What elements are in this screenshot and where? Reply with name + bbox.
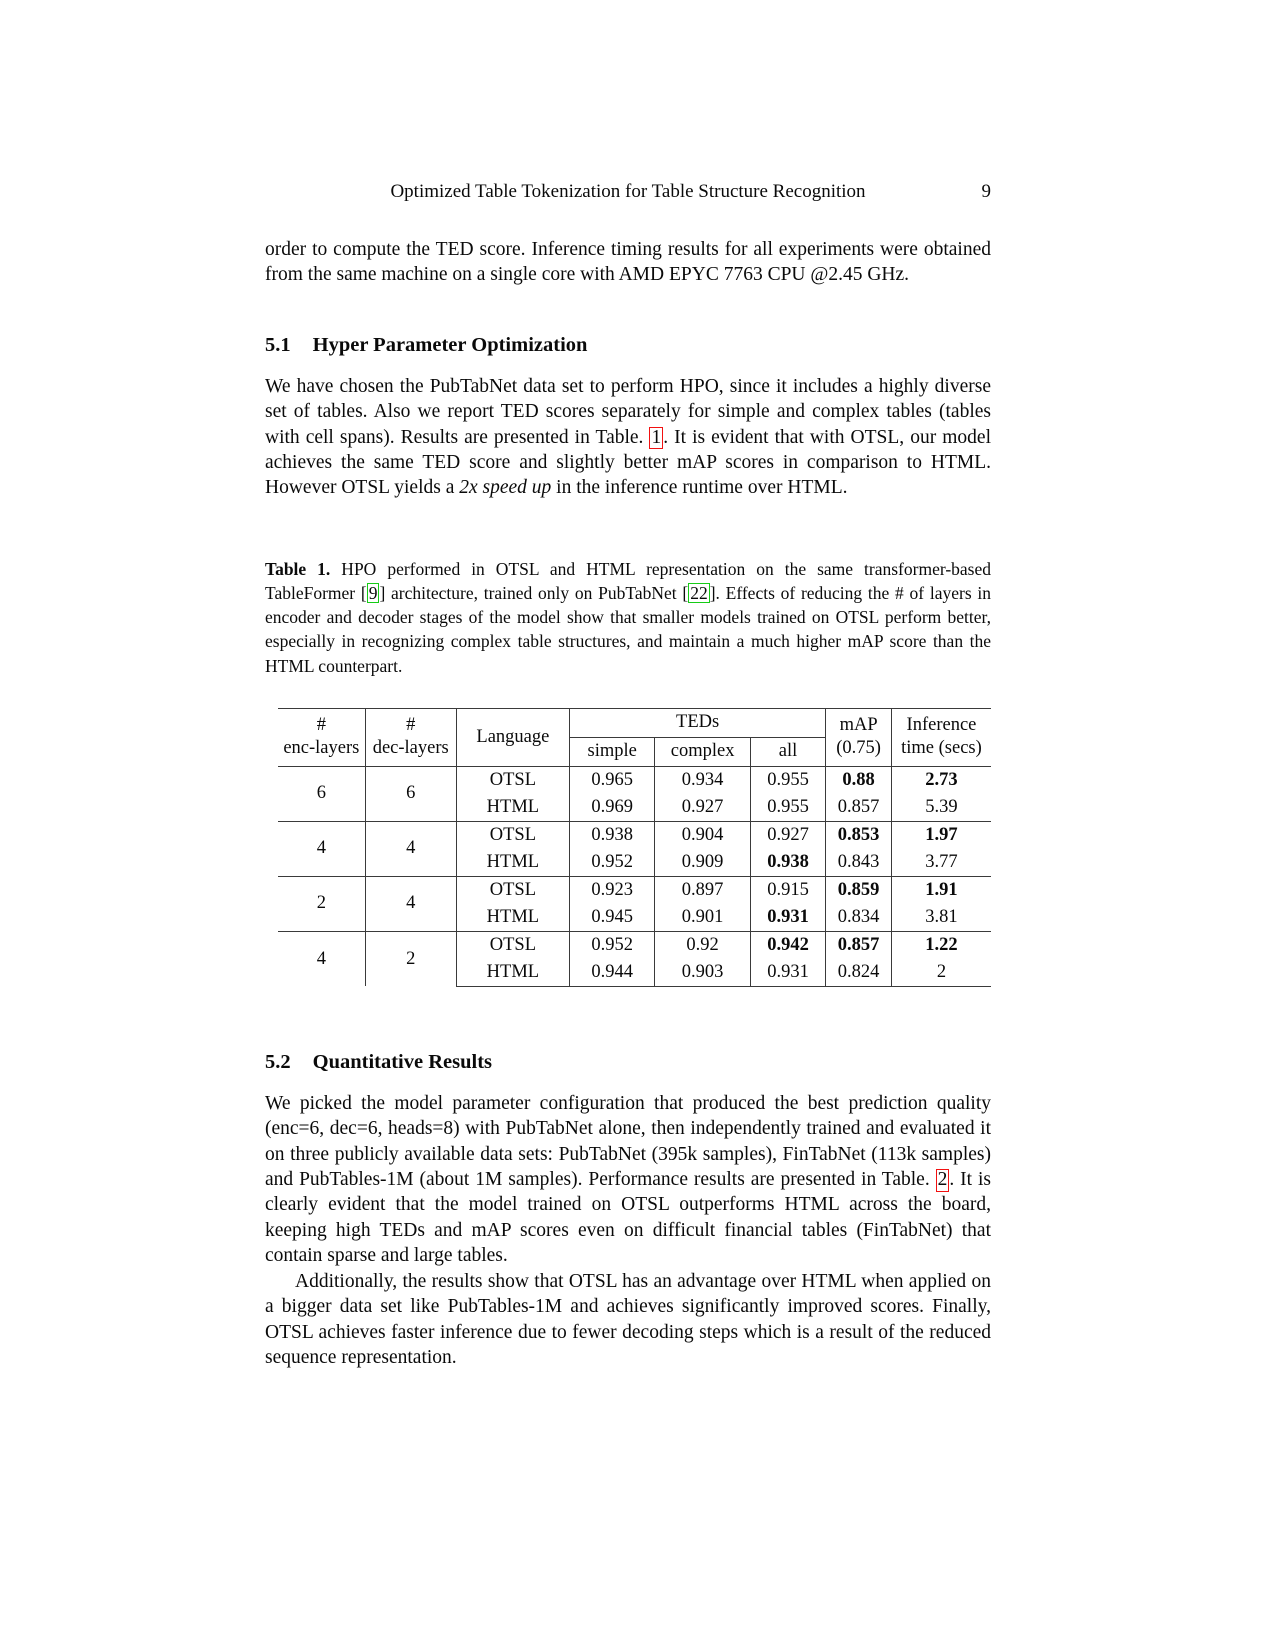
table-cell: 1.91 (891, 876, 991, 904)
cell-dec-layers: 4 (365, 876, 456, 931)
section-5-1-title: Hyper Parameter Optimization (312, 333, 588, 356)
table-row (278, 876, 991, 904)
running-head-title: Optimized Table Tokenization for Table Structure Recognition (390, 181, 866, 202)
cell-enc-layers: 4 (278, 821, 365, 876)
col-header-map-label: mAP (839, 715, 878, 736)
section-5-1-number: 5.1 (265, 333, 291, 356)
cell-language: HTML (456, 904, 569, 932)
table-cell: 0.965 (570, 766, 655, 794)
table-cell: 0.945 (570, 904, 655, 932)
table-cell: 0.915 (750, 876, 825, 904)
table-cell: 0.927 (750, 821, 825, 849)
col-header-enc-label: enc-layers (283, 738, 360, 759)
section-5-1-paragraph (265, 374, 991, 501)
table-1 (278, 708, 991, 987)
cell-language: HTML (456, 959, 569, 987)
table-cell: 0.938 (750, 849, 825, 877)
table-cell: 0.897 (655, 876, 750, 904)
table-cell: 0.955 (750, 766, 825, 794)
table-cell: 0.927 (655, 794, 750, 822)
text-run: . It is clearly evident that the model trained on OTSL outperforms HTML across the board, keeping high TEDs and mAP scores even on difficult financial tables (FinTabNet) that contain sparse and large tables. (265, 1169, 991, 1267)
text-run: in the inference runtime over HTML. (551, 477, 848, 499)
col-header-enc-layers (278, 708, 365, 766)
table-cell: 1.22 (891, 931, 991, 959)
table-row (278, 766, 991, 794)
cell-language: OTSL (456, 766, 569, 794)
table-cell: 0.857 (826, 794, 892, 822)
section-5-2-title: Quantitative Results (312, 1050, 492, 1073)
section-5-2-paragraph-1 (265, 1091, 991, 1269)
table-cell: 0.904 (655, 821, 750, 849)
table-cell: 0.909 (655, 849, 750, 877)
table-cell: 0.853 (826, 821, 892, 849)
table-row (278, 821, 991, 849)
col-header-dec-hash: # (406, 715, 416, 736)
intro-paragraph (265, 237, 991, 288)
cell-enc-layers: 4 (278, 931, 365, 986)
table-cell: 2.73 (891, 766, 991, 794)
table-1-body (278, 766, 991, 986)
table-cell: 0.952 (570, 849, 655, 877)
col-header-language: Language (456, 708, 569, 766)
text-run: 2x speed up (459, 477, 552, 499)
cell-language: OTSL (456, 821, 569, 849)
col-header-inference-label: Inference (906, 715, 977, 736)
text-run: ]. Effects of reducing the # of layers in encoder and decoder stages of the model show that smaller models trained on OTSL perform better, especially in recognizing complex table structures, and maintain a much higher mAP score than the HTML counterpart. (265, 583, 991, 676)
col-header-complex: complex (655, 737, 750, 766)
cell-enc-layers: 2 (278, 876, 365, 931)
table-cell: 0.834 (826, 904, 892, 932)
col-header-map-threshold: (0.75) (836, 738, 881, 759)
table-cell: 0.857 (826, 931, 892, 959)
section-5-2-paragraph-2 (265, 1269, 991, 1371)
table-1-ref-link[interactable]: 1 (651, 426, 662, 448)
running-head (265, 181, 991, 203)
table-cell: 3.81 (891, 904, 991, 932)
cell-language: OTSL (456, 931, 569, 959)
table-cell: 0.843 (826, 849, 892, 877)
table-cell: 0.942 (750, 931, 825, 959)
col-header-enc-hash: # (316, 715, 326, 736)
text-run: HPO performed in OTSL and HTML representation on the same transformer-based TableFormer [ (265, 558, 991, 604)
section-5-1-heading (265, 334, 991, 357)
table-cell: 0.969 (570, 794, 655, 822)
col-header-map (826, 708, 892, 766)
text-run: Table 1. (265, 558, 331, 579)
cell-language: HTML (456, 849, 569, 877)
col-header-dec-layers (365, 708, 456, 766)
cell-enc-layers: 6 (278, 766, 365, 821)
citation-22-link[interactable]: 22 (690, 583, 708, 604)
cell-language: HTML (456, 794, 569, 822)
page-number: 9 (981, 181, 991, 202)
cell-language: OTSL (456, 876, 569, 904)
section-5-2-heading (265, 1051, 991, 1074)
text-run: We picked the model parameter configuration that produced the best prediction quality (enc=6, dec=6, heads=8) with PubTabNet alone, then independently trained and evaluated it on three publicly available data sets: PubTabNet (395k samples), FinTabNet (113k samples) and PubTables-1M (about 1M samples). Performance results are presented in Table. (265, 1092, 991, 1191)
section-5-2-number: 5.2 (265, 1050, 291, 1073)
text-run: ] architecture, trained only on PubTabNet [ (379, 583, 689, 604)
table-cell: 1.97 (891, 821, 991, 849)
col-header-teds: TEDs (570, 708, 826, 737)
citation-9-link[interactable]: 9 (368, 583, 378, 604)
table-1-caption (265, 557, 991, 678)
table-header-row (278, 708, 991, 737)
table-1-header (278, 708, 991, 766)
table-cell: 0.931 (750, 959, 825, 987)
table-cell: 5.39 (891, 794, 991, 822)
table-cell: 3.77 (891, 849, 991, 877)
table-row (278, 931, 991, 959)
table-cell: 0.952 (570, 931, 655, 959)
col-header-dec-label: dec-layers (372, 738, 449, 759)
table-cell: 0.88 (826, 766, 892, 794)
text-run: We have chosen the PubTabNet data set to perform HPO, since it includes a highly diverse set of tables. Also we report TED scores separately for simple and complex tables (tables with cell spans). Results are presented in Table. (265, 375, 991, 448)
cell-dec-layers: 4 (365, 821, 456, 876)
table-2-ref-link[interactable]: 2 (937, 1169, 948, 1191)
table-cell: 0.901 (655, 904, 750, 932)
table-cell: 0.955 (750, 794, 825, 822)
table-cell: 0.92 (655, 931, 750, 959)
col-header-inference (891, 708, 991, 766)
page-content (265, 181, 991, 1370)
col-header-inference-unit: time (secs) (901, 738, 982, 759)
text-run: Additionally, the results show that OTSL has an advantage over HTML when applied on a bigger data set like PubTables-1M and achieves significantly improved scores. Finally, OTSL achieves faster inference due to fewer decoding steps which is a result of the reduced sequence representation. (265, 1270, 991, 1368)
table-cell: 0.944 (570, 959, 655, 987)
table-cell: 0.903 (655, 959, 750, 987)
table-cell: 2 (891, 959, 991, 987)
table-cell: 0.931 (750, 904, 825, 932)
table-cell: 0.824 (826, 959, 892, 987)
table-cell: 0.923 (570, 876, 655, 904)
text-run: . It is evident that with OTSL, our model achieves the same TED score and slightly better mAP scores in comparison to HTML. However OTSL yields a (265, 426, 991, 499)
col-header-all: all (750, 737, 825, 766)
table-cell: 0.859 (826, 876, 892, 904)
table-cell: 0.934 (655, 766, 750, 794)
col-header-simple: simple (570, 737, 655, 766)
table-cell: 0.938 (570, 821, 655, 849)
cell-dec-layers: 6 (365, 766, 456, 821)
text-run: order to compute the TED score. Inference timing results for all experiments were obtained from the same machine on a single core with AMD EPYC 7763 CPU @2.45 GHz. (265, 239, 991, 286)
cell-dec-layers: 2 (365, 931, 456, 986)
